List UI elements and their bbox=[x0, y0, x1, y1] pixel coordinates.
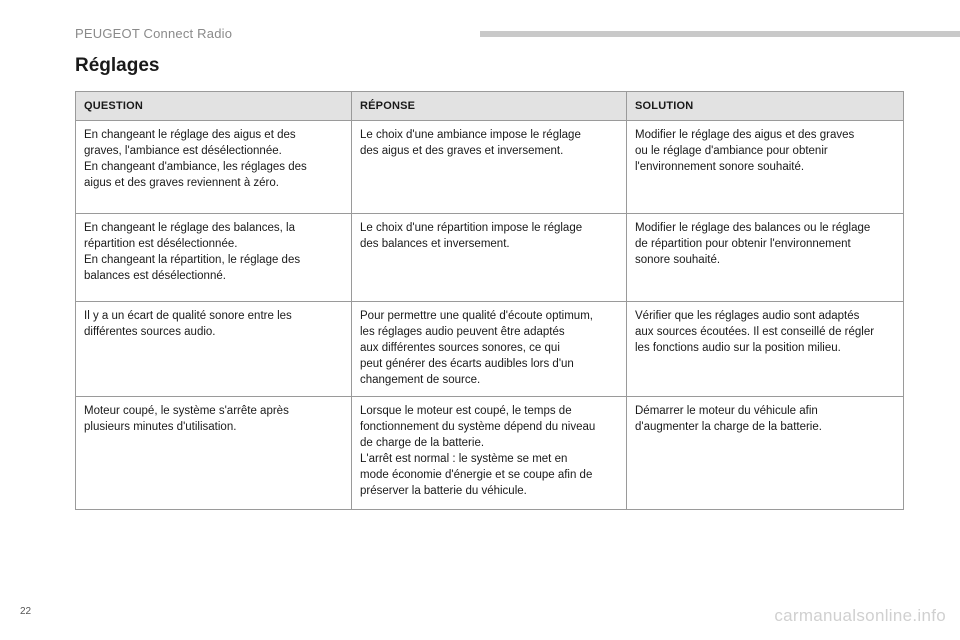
cell-line: L'arrêt est normal : le système se met en bbox=[360, 453, 568, 465]
cell-line: les réglages audio peuvent être adaptés bbox=[360, 326, 565, 338]
response-cell bbox=[352, 121, 627, 214]
cell-line: peut générer des écarts audibles lors d'un bbox=[360, 358, 574, 370]
cell-line: mode économie d'énergie et se coupe afin de bbox=[360, 469, 593, 481]
cell-line: ou le réglage d'ambiance pour obtenir bbox=[635, 145, 828, 157]
solution-cell bbox=[627, 121, 904, 214]
cell-line: Modifier le réglage des balances ou le réglage bbox=[635, 222, 871, 234]
question-cell bbox=[76, 302, 352, 397]
solution-cell bbox=[627, 397, 904, 510]
faq-table bbox=[75, 91, 904, 510]
table-row bbox=[76, 397, 904, 510]
cell-line: En changeant d'ambiance, les réglages des bbox=[84, 161, 307, 173]
cell-line: Démarrer le moteur du véhicule afin bbox=[635, 405, 818, 417]
cell-line: graves, l'ambiance est désélectionnée. bbox=[84, 145, 282, 157]
question-cell bbox=[76, 214, 352, 302]
cell-line: de charge de la batterie. bbox=[360, 437, 485, 449]
cell-line: changement de source. bbox=[360, 374, 481, 386]
cell-line: Lorsque le moteur est coupé, le temps de bbox=[360, 405, 572, 417]
column-header-solution: SOLUTION bbox=[627, 92, 904, 121]
column-header-question: QUESTION bbox=[76, 92, 352, 121]
cell-line: les fonctions audio sur la position milieu. bbox=[635, 342, 841, 354]
table-header-row bbox=[76, 92, 904, 121]
cell-line: des balances et inversement. bbox=[360, 238, 510, 250]
question-cell bbox=[76, 121, 352, 214]
cell-line: d'augmenter la charge de la batterie. bbox=[635, 421, 822, 433]
cell-line: En changeant le réglage des balances, la bbox=[84, 222, 295, 234]
cell-line: répartition est désélectionnée. bbox=[84, 238, 238, 250]
table-row bbox=[76, 302, 904, 397]
table-row bbox=[76, 121, 904, 214]
response-cell bbox=[352, 214, 627, 302]
cell-line: fonctionnement du système dépend du niveau bbox=[360, 421, 596, 433]
cell-line: En changeant la répartition, le réglage des bbox=[84, 254, 301, 266]
cell-line: différentes sources audio. bbox=[84, 326, 216, 338]
column-header-response: RÉPONSE bbox=[352, 92, 627, 121]
cell-line: sonore souhaité. bbox=[635, 254, 721, 266]
cell-line: Le choix d'une ambiance impose le réglage bbox=[360, 129, 581, 141]
cell-line: de répartition pour obtenir l'environnement bbox=[635, 238, 851, 250]
watermark: carmanualsonline.info bbox=[774, 606, 946, 625]
solution-cell bbox=[627, 214, 904, 302]
cell-line: Il y a un écart de qualité sonore entre les bbox=[84, 310, 292, 322]
cell-line: Pour permettre une qualité d'écoute optimum, bbox=[360, 310, 593, 322]
table-row bbox=[76, 214, 904, 302]
cell-line: plusieurs minutes d'utilisation. bbox=[84, 421, 237, 433]
cell-line: Vérifier que les réglages audio sont adaptés bbox=[635, 310, 860, 322]
page-heading: Réglages bbox=[75, 55, 160, 76]
cell-line: Le choix d'une répartition impose le réglage bbox=[360, 222, 583, 234]
cell-line: Moteur coupé, le système s'arrête après bbox=[84, 405, 289, 417]
header-title: PEUGEOT Connect Radio bbox=[75, 26, 233, 41]
cell-line: En changeant le réglage des aigus et des bbox=[84, 129, 296, 141]
cell-line: Modifier le réglage des aigus et des graves bbox=[635, 129, 855, 141]
cell-line: balances est désélectionné. bbox=[84, 270, 226, 282]
cell-line: préserver la batterie du véhicule. bbox=[360, 485, 527, 497]
page-number: 22 bbox=[20, 606, 32, 617]
cell-line: l'environnement sonore souhaité. bbox=[635, 161, 805, 173]
cell-line: aigus et des graves reviennent à zéro. bbox=[84, 177, 279, 189]
response-cell bbox=[352, 397, 627, 510]
response-cell bbox=[352, 302, 627, 397]
solution-cell bbox=[627, 302, 904, 397]
cell-line: aux sources écoutées. Il est conseillé de régler bbox=[635, 326, 875, 338]
question-cell bbox=[76, 397, 352, 510]
cell-line: aux différentes sources sonores, ce qui bbox=[360, 342, 560, 354]
cell-line: des aigus et des graves et inversement. bbox=[360, 145, 564, 157]
header-bar bbox=[480, 31, 960, 37]
